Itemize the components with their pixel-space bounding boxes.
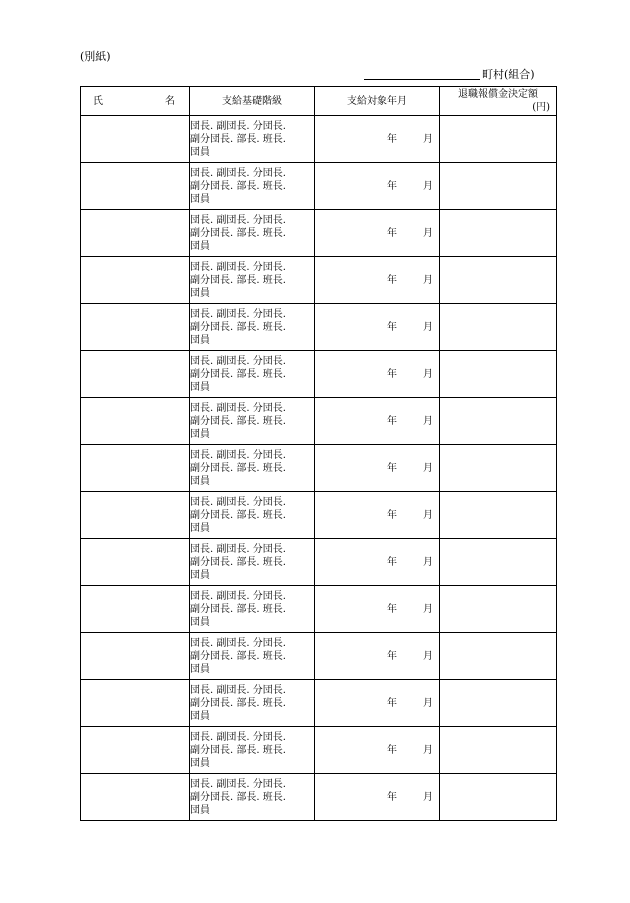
grade-option-line: 副分団長. 部長. 班長. xyxy=(190,697,286,709)
amount-cell[interactable] xyxy=(440,398,557,445)
month-label: 月 xyxy=(423,463,433,474)
grade-option-line: 団長. 副団長. 分団長. xyxy=(190,684,286,696)
month-label: 月 xyxy=(423,792,433,803)
payment-table xyxy=(80,86,557,821)
name-cell[interactable] xyxy=(81,398,190,445)
grade-option-line: 団長. 副団長. 分団長. xyxy=(190,308,286,320)
grade-option-line: 副分団長. 部長. 班長. xyxy=(190,133,286,145)
month-label: 月 xyxy=(423,651,433,662)
month-cell[interactable] xyxy=(315,257,440,304)
grade-option-line: 団長. 副団長. 分団長. xyxy=(190,214,286,226)
amount-cell[interactable] xyxy=(440,210,557,257)
grade-cell[interactable] xyxy=(190,163,315,210)
name-cell[interactable] xyxy=(81,116,190,163)
amount-cell[interactable] xyxy=(440,680,557,727)
table-row xyxy=(81,304,557,351)
grade-option-line: 団長. 副団長. 分団長. xyxy=(190,261,286,273)
grade-option-line: 団員 xyxy=(190,428,210,440)
month-label: 月 xyxy=(423,228,433,239)
grade-option-line: 副分団長. 部長. 班長. xyxy=(190,274,286,286)
attachment-label: (別紙) xyxy=(80,50,111,63)
month-cell[interactable] xyxy=(315,633,440,680)
name-cell[interactable] xyxy=(81,351,190,398)
grade-option-line: 団員 xyxy=(190,663,210,675)
grade-option-line: 団員 xyxy=(190,193,210,205)
name-cell[interactable] xyxy=(81,539,190,586)
amount-cell[interactable] xyxy=(440,163,557,210)
grade-option-line: 団員 xyxy=(190,381,210,393)
grade-cell[interactable] xyxy=(190,116,315,163)
month-label: 月 xyxy=(423,369,433,380)
month-cell[interactable] xyxy=(315,586,440,633)
month-label: 月 xyxy=(423,275,433,286)
month-cell[interactable] xyxy=(315,680,440,727)
grade-option-line: 副分団長. 部長. 班長. xyxy=(190,180,286,192)
name-cell[interactable] xyxy=(81,257,190,304)
table-row xyxy=(81,586,557,633)
grade-cell[interactable] xyxy=(190,210,315,257)
grade-option-line: 団長. 副団長. 分団長. xyxy=(190,355,286,367)
grade-option-line: 副分団長. 部長. 班長. xyxy=(190,227,286,239)
amount-cell[interactable] xyxy=(440,304,557,351)
amount-cell[interactable] xyxy=(440,633,557,680)
grade-option-line: 副分団長. 部長. 班長. xyxy=(190,603,286,615)
grade-option-line: 副分団長. 部長. 班長. xyxy=(190,650,286,662)
table-row xyxy=(81,539,557,586)
name-cell[interactable] xyxy=(81,492,190,539)
grade-option-line: 団長. 副団長. 分団長. xyxy=(190,402,286,414)
grade-cell[interactable] xyxy=(190,680,315,727)
table-body xyxy=(81,116,557,821)
year-label: 年 xyxy=(387,416,397,427)
header-month: 支給対象年月 xyxy=(315,87,440,116)
grade-option-line: 団長. 副団長. 分団長. xyxy=(190,496,286,508)
amount-cell[interactable] xyxy=(440,586,557,633)
month-cell[interactable] xyxy=(315,539,440,586)
month-cell[interactable] xyxy=(315,774,440,821)
month-label: 月 xyxy=(423,416,433,427)
month-cell[interactable] xyxy=(315,163,440,210)
year-label: 年 xyxy=(387,651,397,662)
town-name-field xyxy=(364,66,552,81)
table-row xyxy=(81,351,557,398)
grade-cell[interactable] xyxy=(190,257,315,304)
grade-cell[interactable] xyxy=(190,774,315,821)
year-label: 年 xyxy=(387,322,397,333)
month-label: 月 xyxy=(423,698,433,709)
year-label: 年 xyxy=(387,134,397,145)
table-row xyxy=(81,492,557,539)
grade-option-line: 団員 xyxy=(190,616,210,628)
table-row xyxy=(81,680,557,727)
grade-option-line: 団員 xyxy=(190,757,210,769)
grade-option-line: 団長. 副団長. 分団長. xyxy=(190,637,286,649)
amount-cell[interactable] xyxy=(440,727,557,774)
town-suffix: 町村(組合) xyxy=(482,68,535,81)
grade-cell[interactable] xyxy=(190,492,315,539)
grade-option-line: 副分団長. 部長. 班長. xyxy=(190,415,286,427)
year-label: 年 xyxy=(387,745,397,756)
table-row xyxy=(81,163,557,210)
amount-cell[interactable] xyxy=(440,351,557,398)
name-cell[interactable] xyxy=(81,727,190,774)
month-label: 月 xyxy=(423,745,433,756)
month-cell[interactable] xyxy=(315,351,440,398)
amount-cell[interactable] xyxy=(440,257,557,304)
grade-option-line: 団長. 副団長. 分団長. xyxy=(190,731,286,743)
grade-option-line: 団長. 副団長. 分団長. xyxy=(190,778,286,790)
month-label: 月 xyxy=(423,510,433,521)
month-cell[interactable] xyxy=(315,492,440,539)
grade-cell[interactable] xyxy=(190,398,315,445)
grade-cell[interactable] xyxy=(190,351,315,398)
year-label: 年 xyxy=(387,228,397,239)
name-cell[interactable] xyxy=(81,774,190,821)
grade-option-line: 団長. 副団長. 分団長. xyxy=(190,167,286,179)
year-label: 年 xyxy=(387,792,397,803)
name-cell[interactable] xyxy=(81,304,190,351)
grade-option-line: 団員 xyxy=(190,146,210,158)
table-row xyxy=(81,633,557,680)
year-label: 年 xyxy=(387,275,397,286)
month-cell[interactable] xyxy=(315,304,440,351)
grade-option-line: 団長. 副団長. 分団長. xyxy=(190,449,286,461)
month-label: 月 xyxy=(423,604,433,615)
grade-cell[interactable] xyxy=(190,445,315,492)
month-label: 月 xyxy=(423,181,433,192)
table-row xyxy=(81,398,557,445)
year-label: 年 xyxy=(387,557,397,568)
name-cell[interactable] xyxy=(81,163,190,210)
name-cell[interactable] xyxy=(81,586,190,633)
table-header-row xyxy=(81,87,557,116)
grade-option-line: 副分団長. 部長. 班長. xyxy=(190,791,286,803)
month-cell[interactable] xyxy=(315,445,440,492)
grade-cell[interactable] xyxy=(190,586,315,633)
grade-option-line: 副分団長. 部長. 班長. xyxy=(190,321,286,333)
header-amount-unit: (円) xyxy=(532,102,550,113)
grade-option-line: 団長. 副団長. 分団長. xyxy=(190,543,286,555)
grade-cell[interactable] xyxy=(190,539,315,586)
grade-option-line: 団長. 副団長. 分団長. xyxy=(190,590,286,602)
grade-cell[interactable] xyxy=(190,633,315,680)
table-row xyxy=(81,445,557,492)
name-cell[interactable] xyxy=(81,445,190,492)
grade-option-line: 副分団長. 部長. 班長. xyxy=(190,462,286,474)
grade-option-line: 副分団長. 部長. 班長. xyxy=(190,368,286,380)
amount-cell[interactable] xyxy=(440,445,557,492)
month-cell[interactable] xyxy=(315,116,440,163)
year-label: 年 xyxy=(387,181,397,192)
grade-option-line: 団長. 副団長. 分団長. xyxy=(190,120,286,132)
table-row xyxy=(81,774,557,821)
grade-option-line: 団員 xyxy=(190,334,210,346)
month-label: 月 xyxy=(423,134,433,145)
year-label: 年 xyxy=(387,698,397,709)
grade-option-line: 団員 xyxy=(190,475,210,487)
table-row xyxy=(81,210,557,257)
header-name xyxy=(81,87,190,116)
table-row xyxy=(81,116,557,163)
month-label: 月 xyxy=(423,557,433,568)
grade-cell[interactable] xyxy=(190,304,315,351)
year-label: 年 xyxy=(387,463,397,474)
month-cell[interactable] xyxy=(315,727,440,774)
grade-option-line: 副分団長. 部長. 班長. xyxy=(190,744,286,756)
grade-option-line: 団員 xyxy=(190,569,210,581)
amount-cell[interactable] xyxy=(440,774,557,821)
amount-cell[interactable] xyxy=(440,492,557,539)
table-row xyxy=(81,257,557,304)
grade-option-line: 副分団長. 部長. 班長. xyxy=(190,556,286,568)
grade-option-line: 団員 xyxy=(190,240,210,252)
grade-option-line: 団員 xyxy=(190,710,210,722)
header-name-left: 氏 xyxy=(93,95,103,107)
header-amount xyxy=(440,87,557,116)
year-label: 年 xyxy=(387,604,397,615)
header-amount-line1: 退職報償金決定額 xyxy=(458,89,538,100)
amount-cell[interactable] xyxy=(440,539,557,586)
name-cell[interactable] xyxy=(81,210,190,257)
name-cell[interactable] xyxy=(81,680,190,727)
name-cell[interactable] xyxy=(81,633,190,680)
amount-cell[interactable] xyxy=(440,116,557,163)
table-row xyxy=(81,727,557,774)
grade-cell[interactable] xyxy=(190,727,315,774)
grade-option-line: 副分団長. 部長. 班長. xyxy=(190,509,286,521)
header-grade: 支給基礎階級 xyxy=(190,87,315,116)
month-label: 月 xyxy=(423,322,433,333)
month-cell[interactable] xyxy=(315,398,440,445)
month-cell[interactable] xyxy=(315,210,440,257)
town-name-blank-line[interactable] xyxy=(364,66,480,80)
grade-option-line: 団員 xyxy=(190,804,210,816)
year-label: 年 xyxy=(387,510,397,521)
header-name-right: 名 xyxy=(165,95,175,107)
grade-option-line: 団員 xyxy=(190,522,210,534)
grade-option-line: 団員 xyxy=(190,287,210,299)
year-label: 年 xyxy=(387,369,397,380)
